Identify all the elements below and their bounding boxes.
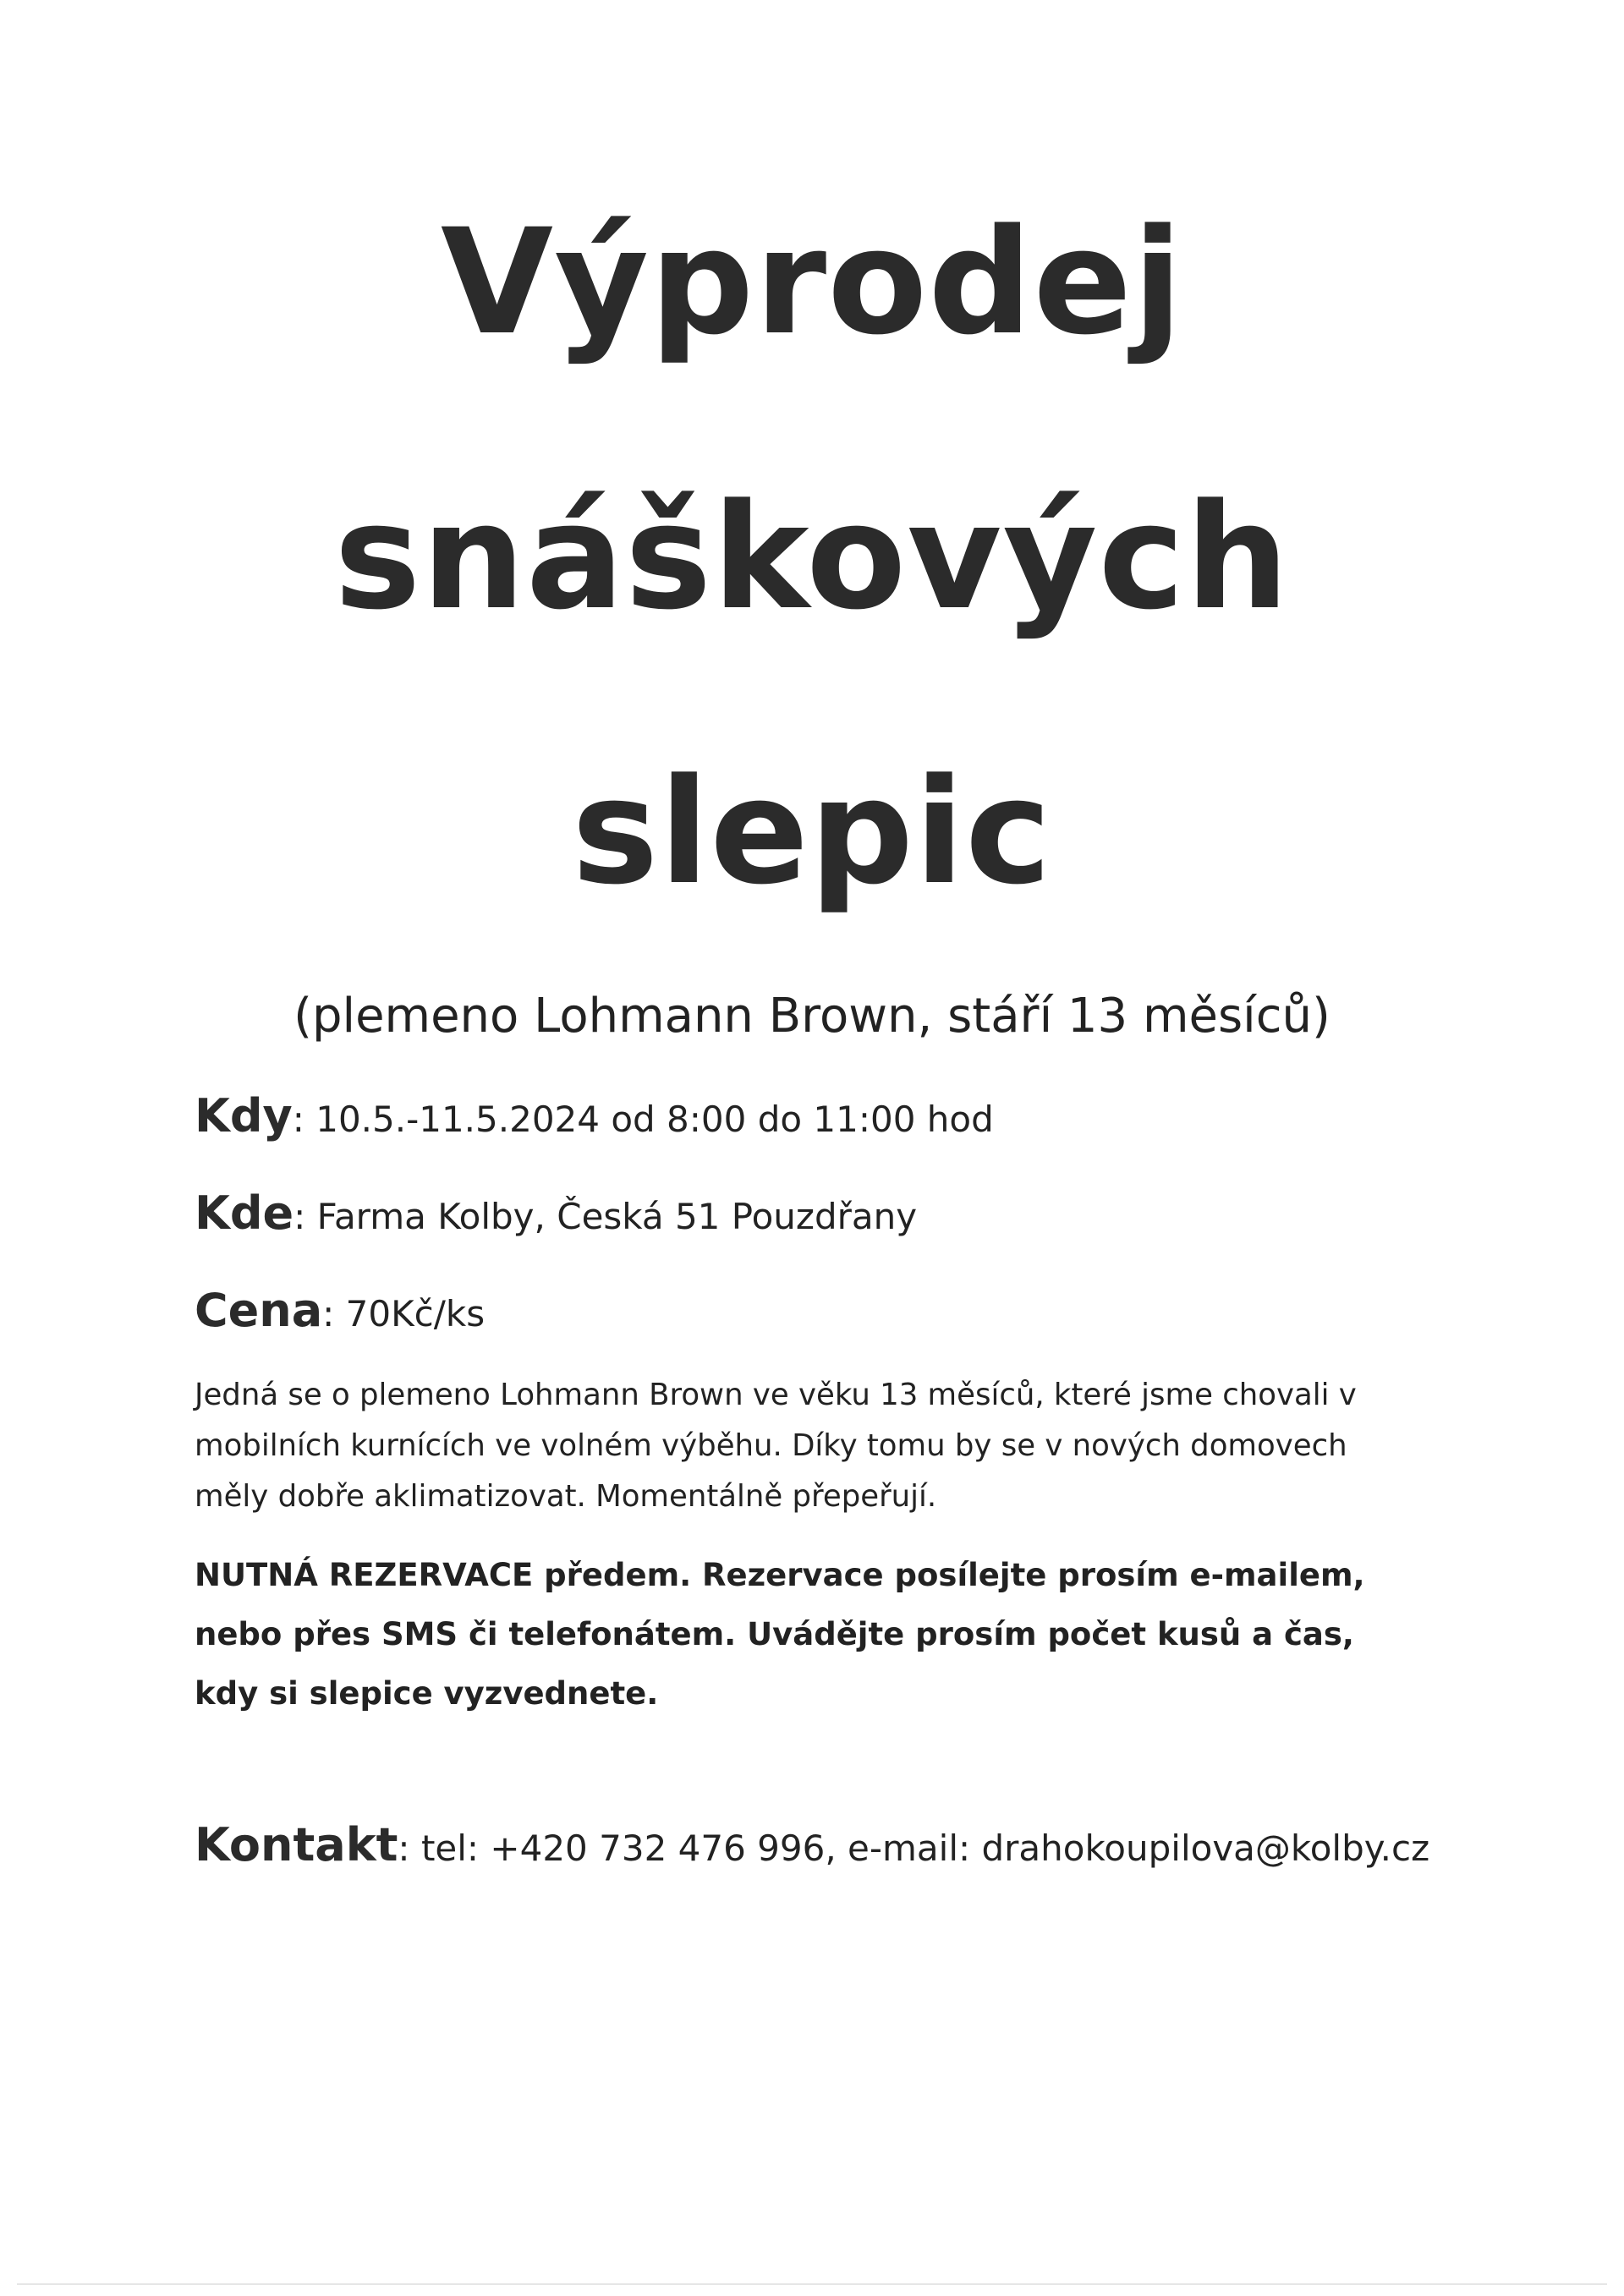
where-label: Kde [195,1186,294,1240]
info-where: Kde: Farma Kolby, Česká 51 Pouzdřany [195,1186,918,1240]
contact-value: tel: +420 732 476 996, e-mail: drahokoupilova@kolby.cz [420,1827,1430,1869]
notice-line-3: kdy si slepice vyzvednete. [195,1675,659,1712]
notice-line-2: nebo přes SMS či telefonátem. Uvádějte prosím počet kusů a čas, [195,1616,1354,1652]
contact-row: Kontakt: tel: +420 732 476 996, e-mail: drahokoupilova@kolby.cz [195,1818,1430,1871]
subtitle: (plemeno Lohmann Brown, stáří 13 měsíců) [294,989,1330,1044]
contact-label: Kontakt [195,1818,398,1871]
description-paragraph [195,1370,1429,1522]
description-line-3: měly dobře aklimatizovat. Momentálně přepeřují. [195,1479,937,1514]
when-label: Kdy [195,1089,293,1143]
bottom-divider [17,2283,1607,2285]
title-line-3: slepic [571,747,1053,917]
price-value: 70Kč/ks [345,1293,486,1334]
notice-line-1: NUTNÁ REZERVACE předem. Rezervace posílejte prosím e-mailem, [195,1557,1365,1593]
info-price: Cena: 70Kč/ks [195,1284,486,1337]
title-line-2: snáškových [334,472,1290,642]
where-value: Farma Kolby, Česká 51 Pouzdřany [316,1196,918,1237]
price-label: Cena [195,1284,323,1337]
when-value: 10.5.-11.5.2024 od 8:00 do 11:00 hod [315,1099,994,1140]
title-line-1: Výprodej [440,197,1184,367]
reservation-notice [195,1546,1429,1723]
description-line-1: Jedná se o plemeno Lohmann Brown ve věku 13 měsíců, které jsme chovali v [195,1378,1357,1412]
description-line-2: mobilních kurnících ve volném výběhu. Díky tomu by se v nových domovech [195,1428,1347,1463]
info-when: Kdy: 10.5.-11.5.2024 od 8:00 do 11:00 hod [195,1089,994,1143]
